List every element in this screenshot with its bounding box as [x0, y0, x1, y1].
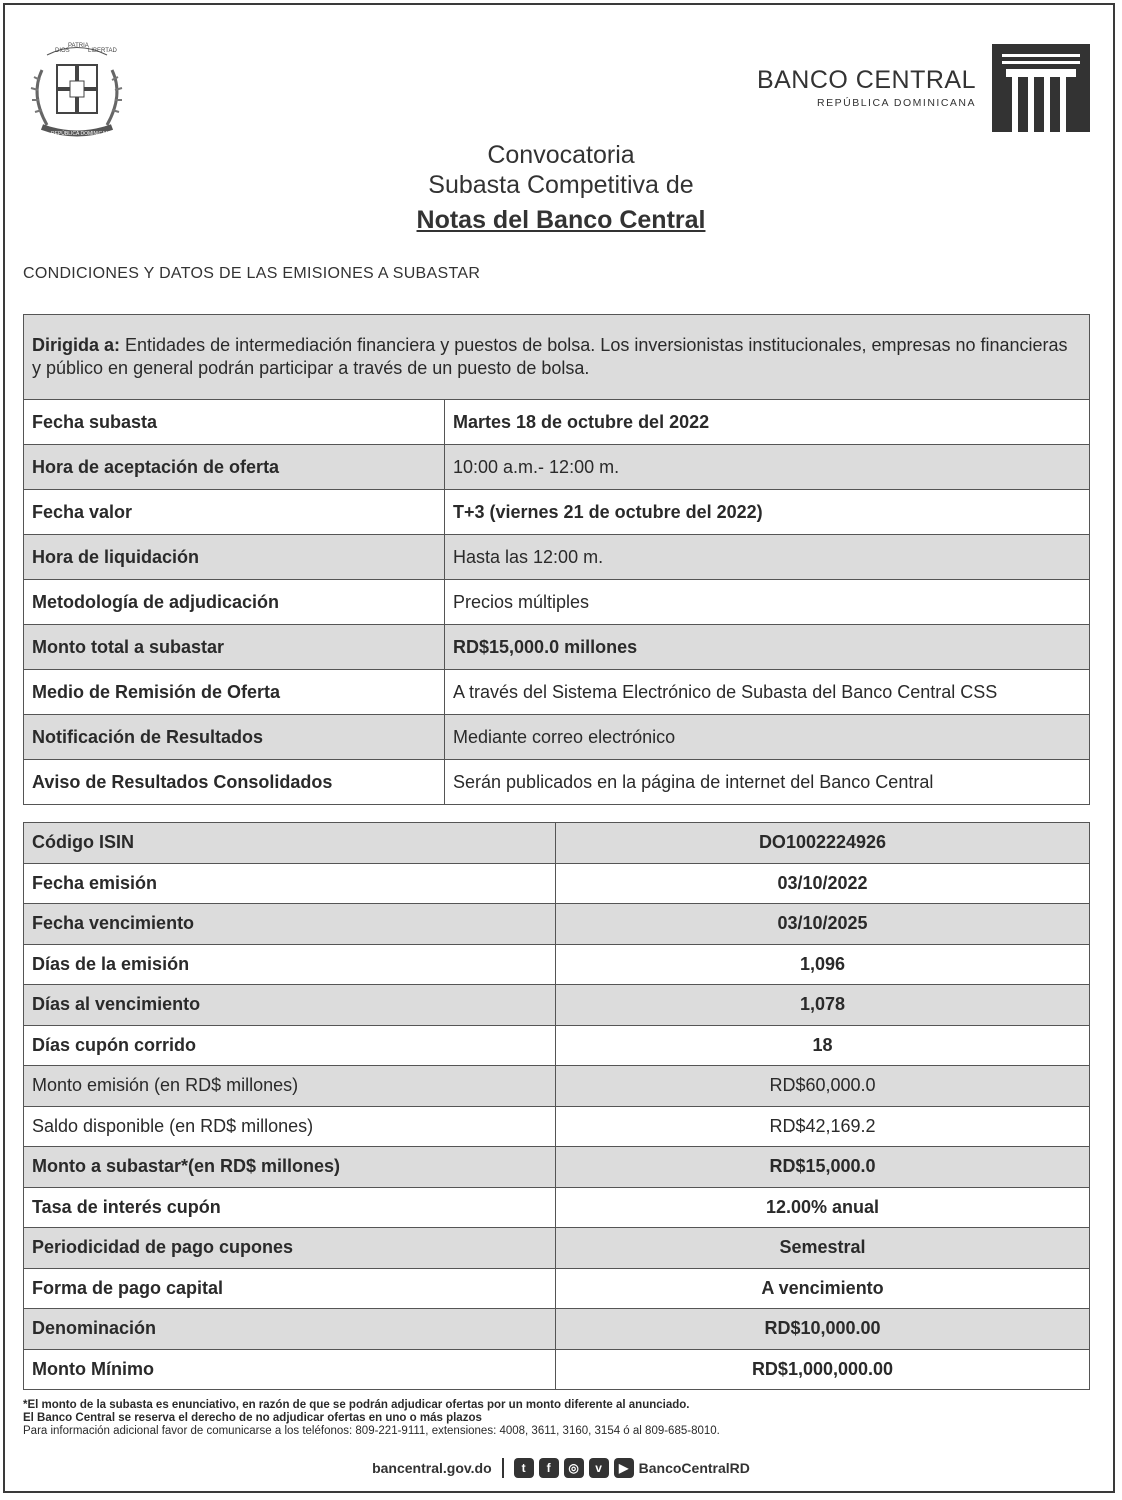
seal-motto-center: PATRIA: [68, 43, 89, 49]
footnote-1: *El monto de la subasta es enunciativo, en razón de que se podrán adjudicar ofertas por un monto diferente al anunciado.: [23, 1399, 690, 1411]
footnote-3: Para información adicional favor de comunicarse a los teléfonos: 809-221-9111, extensiones: 4008, 3611, 3160, 3154 ó al 809-685-8010.: [23, 1425, 720, 1437]
table-row: [24, 944, 1090, 985]
footer-bar: [0, 1458, 1122, 1478]
condition-value: Martes 18 de octubre del 2022: [445, 400, 1090, 445]
footnotes: [23, 1399, 720, 1438]
issue-label: Fecha vencimiento: [24, 904, 556, 945]
condition-label: Monto total a subastar: [24, 625, 445, 670]
footnote-2: El Banco Central se reserva el derecho de no adjudicar ofertas en uno o más plazos: [23, 1412, 482, 1424]
conditions-table: [23, 314, 1090, 805]
title-line-1: Convocatoria: [487, 141, 635, 169]
condition-value: Mediante correo electrónico: [445, 715, 1090, 760]
condition-label: Metodología de adjudicación: [24, 580, 445, 625]
youtube-icon[interactable]: ▶: [614, 1458, 634, 1478]
condition-label: Fecha subasta: [24, 400, 445, 445]
issue-value: RD$60,000.0: [556, 1066, 1090, 1107]
directed-to-label: Dirigida a:: [32, 335, 121, 355]
table-row: [24, 535, 1090, 580]
twitter-icon[interactable]: t: [514, 1458, 534, 1478]
issue-value: 03/10/2025: [556, 904, 1090, 945]
issue-table: [23, 822, 1090, 1390]
table-row: [24, 1349, 1090, 1390]
issue-label: Saldo disponible (en RD$ millones): [24, 1106, 556, 1147]
issue-label: Monto Mínimo: [24, 1349, 556, 1390]
table-row: [24, 715, 1090, 760]
bank-logo: [757, 44, 1090, 132]
issue-value: 18: [556, 1025, 1090, 1066]
directed-to-cell: [24, 315, 1090, 400]
table-row: [24, 445, 1090, 490]
table-row: [24, 1309, 1090, 1350]
issue-label: Forma de pago capital: [24, 1268, 556, 1309]
vine-icon[interactable]: v: [589, 1458, 609, 1478]
condition-label: Hora de aceptación de oferta: [24, 445, 445, 490]
table-row: [24, 1228, 1090, 1269]
table-row: [24, 1187, 1090, 1228]
footer-divider: [502, 1458, 504, 1478]
table-row: [24, 1025, 1090, 1066]
issue-value: A vencimiento: [556, 1268, 1090, 1309]
directed-to-text: Entidades de intermediación financiera y puestos de bolsa. Los inversionistas institucionales, empresas no financieras y público en general podrán participar a través de un puesto de bolsa.: [32, 335, 1068, 378]
section-heading: CONDICIONES Y DATOS DE LAS EMISIONES A SUBASTAR: [23, 265, 481, 282]
issue-value: 1,096: [556, 944, 1090, 985]
issue-label: Código ISIN: [24, 823, 556, 864]
coat-of-arms-icon: [22, 35, 132, 145]
issue-label: Días de la emisión: [24, 944, 556, 985]
issue-value: DO1002224926: [556, 823, 1090, 864]
condition-label: Medio de Remisión de Oferta: [24, 670, 445, 715]
website-link[interactable]: bancentral.gov.do: [372, 1460, 492, 1476]
issue-value: RD$10,000.00: [556, 1309, 1090, 1350]
issue-value: 12.00% anual: [556, 1187, 1090, 1228]
issue-value: Semestral: [556, 1228, 1090, 1269]
table-row: [24, 1147, 1090, 1188]
table-row: [24, 863, 1090, 904]
condition-label: Fecha valor: [24, 490, 445, 535]
instagram-icon[interactable]: ◎: [564, 1458, 584, 1478]
condition-label: Hora de liquidación: [24, 535, 445, 580]
issue-label: Tasa de interés cupón: [24, 1187, 556, 1228]
issue-label: Monto a subastar*(en RD$ millones): [24, 1147, 556, 1188]
social-handle[interactable]: BancoCentralRD: [638, 1460, 750, 1476]
table-row: [24, 580, 1090, 625]
table-row: [24, 1106, 1090, 1147]
table-row: [24, 670, 1090, 715]
title-line-3: Notas del Banco Central: [416, 206, 706, 234]
seal-motto-left: DIOS: [55, 48, 70, 54]
issue-value: 1,078: [556, 985, 1090, 1026]
table-row: [24, 400, 1090, 445]
seal-bottom-text: REPÚBLICA DOMINICANA: [51, 131, 113, 137]
seal-motto-right: LIBERTAD: [88, 48, 117, 54]
table-row: [24, 490, 1090, 535]
table-row: [24, 760, 1090, 805]
issue-label: Fecha emisión: [24, 863, 556, 904]
bank-building-icon: [992, 44, 1090, 132]
issue-value: RD$1,000,000.00: [556, 1349, 1090, 1390]
table-row: [24, 985, 1090, 1026]
issue-label: Periodicidad de pago cupones: [24, 1228, 556, 1269]
issue-label: Denominación: [24, 1309, 556, 1350]
logo-name: BANCO CENTRAL: [756, 65, 976, 94]
issue-value: 03/10/2022: [556, 863, 1090, 904]
table-row: [24, 1066, 1090, 1107]
condition-label: Aviso de Resultados Consolidados: [24, 760, 445, 805]
condition-value: A través del Sistema Electrónico de Subasta del Banco Central CSS: [445, 670, 1090, 715]
logo-subtitle: REPÚBLICA DOMINICANA: [817, 97, 976, 110]
document-title: [0, 140, 1122, 235]
title-line-2: Subasta Competitiva de: [428, 171, 694, 199]
condition-value: 10:00 a.m.- 12:00 m.: [445, 445, 1090, 490]
facebook-icon[interactable]: f: [539, 1458, 559, 1478]
table-row: [24, 1268, 1090, 1309]
table-row: [24, 904, 1090, 945]
condition-value: Serán publicados en la página de internet del Banco Central: [445, 760, 1090, 805]
condition-value: T+3 (viernes 21 de octubre del 2022): [445, 490, 1090, 535]
condition-value: Precios múltiples: [445, 580, 1090, 625]
issue-label: Días al vencimiento: [24, 985, 556, 1026]
issue-label: Monto emisión (en RD$ millones): [24, 1066, 556, 1107]
issue-value: RD$42,169.2: [556, 1106, 1090, 1147]
issue-value: RD$15,000.0: [556, 1147, 1090, 1188]
condition-value: RD$15,000.0 millones: [445, 625, 1090, 670]
condition-label: Notificación de Resultados: [24, 715, 445, 760]
condition-value: Hasta las 12:00 m.: [445, 535, 1090, 580]
issue-label: Días cupón corrido: [24, 1025, 556, 1066]
table-row: [24, 823, 1090, 864]
table-row: [24, 625, 1090, 670]
